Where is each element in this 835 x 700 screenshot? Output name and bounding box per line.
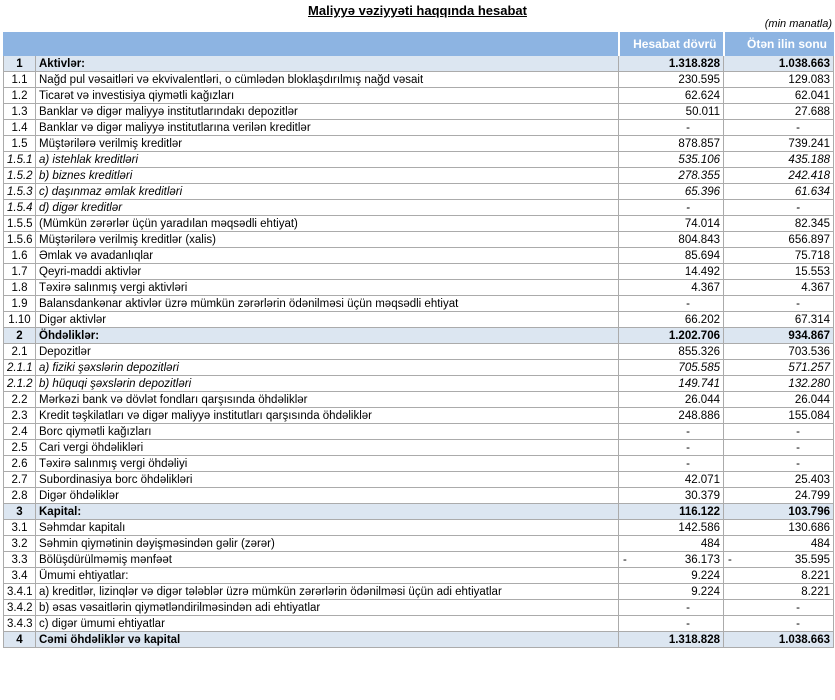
value-prior-year-end: 4.367 — [724, 280, 834, 296]
value-reporting-period: - — [619, 456, 724, 472]
row-label: c) digər ümumi ehtiyatlar — [36, 616, 619, 632]
table-row — [4, 488, 834, 504]
table-row — [4, 104, 834, 120]
row-number: 1.5.2 — [4, 168, 36, 184]
value-reporting-period: 878.857 — [619, 136, 724, 152]
value-prior-year-end: 24.799 — [724, 488, 834, 504]
row-number: 3.4.1 — [4, 584, 36, 600]
value-reporting-period: - — [619, 616, 724, 632]
row-number: 2.1.1 — [4, 360, 36, 376]
value-reporting-period: 535.106 — [619, 152, 724, 168]
row-number: 1.2 — [4, 88, 36, 104]
value-reporting-period: 9.224 — [619, 568, 724, 584]
table-row — [4, 424, 834, 440]
value-prior-year-end: 571.257 — [724, 360, 834, 376]
value-prior-year-end: 62.041 — [724, 88, 834, 104]
value-prior-year-end: 484 — [724, 536, 834, 552]
value-reporting-period: 74.014 — [619, 216, 724, 232]
table-row — [4, 440, 834, 456]
table-row — [4, 456, 834, 472]
value-prior-year-end: 75.718 — [724, 248, 834, 264]
value-prior-year-end: - — [724, 424, 834, 440]
row-number: 1.10 — [4, 312, 36, 328]
value-reporting-period: 1.318.828 — [619, 56, 724, 72]
row-label: Kapital: — [36, 504, 619, 520]
row-label: (Mümkün zərərlər üçün yaradılan məqsədli ehtiyat) — [36, 216, 619, 232]
negative-sign: - — [728, 553, 732, 566]
unit-note: (min manatla) — [764, 18, 832, 30]
page-title: Maliyyə vəziyyəti haqqında hesabat — [308, 3, 527, 18]
value-prior-year-end: - — [724, 296, 834, 312]
row-label: Digər öhdəliklər — [36, 488, 619, 504]
value-prior-year-end: 8.221 — [724, 568, 834, 584]
value-prior-year-end: - — [724, 120, 834, 136]
value-prior-year-end: 129.083 — [724, 72, 834, 88]
value-prior-year-end: 8.221 — [724, 584, 834, 600]
table-body — [4, 56, 834, 648]
row-label: b) biznes kreditləri — [36, 168, 619, 184]
table-row — [4, 376, 834, 392]
value-reporting-period: - — [619, 296, 724, 312]
value-reporting-period: - — [619, 440, 724, 456]
value-prior-year-end: 242.418 — [724, 168, 834, 184]
value-prior-year-end: 1.038.663 — [724, 632, 834, 648]
value-reporting-period: 26.044 — [619, 392, 724, 408]
value-reporting-period: 14.492 — [619, 264, 724, 280]
row-number: 2.4 — [4, 424, 36, 440]
value-prior-year-end: 25.403 — [724, 472, 834, 488]
row-label: d) digər kreditlər — [36, 200, 619, 216]
row-label: Cəmi öhdəliklər və kapital — [36, 632, 619, 648]
row-label: Cari vergi öhdəlikləri — [36, 440, 619, 456]
row-label: Səhmdar kapitalı — [36, 520, 619, 536]
value-prior-year-end: 155.084 — [724, 408, 834, 424]
row-label: b) hüquqi şəxslərin depozitləri — [36, 376, 619, 392]
table-header — [4, 33, 834, 56]
row-number: 1.4 — [4, 120, 36, 136]
table-row — [4, 552, 834, 568]
value-reporting-period: 855.326 — [619, 344, 724, 360]
row-number: 1.6 — [4, 248, 36, 264]
value-prior-year-end: 132.280 — [724, 376, 834, 392]
value-reporting-period: 1.202.706 — [619, 328, 724, 344]
value-prior-year-end: - — [724, 456, 834, 472]
value-reporting-period: 9.224 — [619, 584, 724, 600]
row-label: Səhmin qiymətinin dəyişməsindən gəlir (zərər) — [36, 536, 619, 552]
table-row — [4, 200, 834, 216]
table-row — [4, 88, 834, 104]
table-row — [4, 568, 834, 584]
value-reporting-period: 4.367 — [619, 280, 724, 296]
table-row — [4, 632, 834, 648]
value-reporting-period: 50.011 — [619, 104, 724, 120]
value-reporting-period: 85.694 — [619, 248, 724, 264]
table-header-row — [4, 33, 834, 56]
row-number: 3.2 — [4, 536, 36, 552]
row-number: 1.5.4 — [4, 200, 36, 216]
row-number: 2.2 — [4, 392, 36, 408]
row-number: 1.1 — [4, 72, 36, 88]
value-reporting-period: 30.379 — [619, 488, 724, 504]
table-row — [4, 392, 834, 408]
table-row — [4, 360, 834, 376]
value-prior-year-end: 435.188 — [724, 152, 834, 168]
financial-position-table — [3, 32, 834, 648]
row-label: Depozitlər — [36, 344, 619, 360]
table-row — [4, 600, 834, 616]
value-prior-year-end: - — [724, 200, 834, 216]
value-reporting-period: 804.843 — [619, 232, 724, 248]
row-label: c) daşınmaz əmlak kreditləri — [36, 184, 619, 200]
row-number: 1.5.3 — [4, 184, 36, 200]
value-prior-year-end: 103.796 — [724, 504, 834, 520]
table-row — [4, 264, 834, 280]
negative-sign: - — [623, 553, 627, 566]
value-reporting-period: 705.585 — [619, 360, 724, 376]
value-prior-year-end: - — [724, 616, 834, 632]
value-reporting-period: 1.318.828 — [619, 632, 724, 648]
row-label: Əmlak və avadanlıqlar — [36, 248, 619, 264]
row-label: Öhdəliklər: — [36, 328, 619, 344]
table-row — [4, 168, 834, 184]
row-number: 1.3 — [4, 104, 36, 120]
table-row — [4, 136, 834, 152]
value-reporting-period: - 36.173 — [619, 552, 724, 568]
table-row — [4, 248, 834, 264]
value-reporting-period: 248.886 — [619, 408, 724, 424]
row-label: Aktivlər: — [36, 56, 619, 72]
row-number: 1.9 — [4, 296, 36, 312]
value-reporting-period: - — [619, 120, 724, 136]
value-prior-year-end: - — [724, 440, 834, 456]
row-label: Ümumi ehtiyatlar: — [36, 568, 619, 584]
value-prior-year-end: 15.553 — [724, 264, 834, 280]
value-prior-year-end: 703.536 — [724, 344, 834, 360]
row-number: 2.1.2 — [4, 376, 36, 392]
value-reporting-period: 142.586 — [619, 520, 724, 536]
value-reporting-period: - — [619, 600, 724, 616]
row-label: Müştərilərə verilmiş kreditlər — [36, 136, 619, 152]
row-number: 2.1 — [4, 344, 36, 360]
row-number: 2 — [4, 328, 36, 344]
value-reporting-period: 65.396 — [619, 184, 724, 200]
table-row — [4, 472, 834, 488]
row-number: 3.4 — [4, 568, 36, 584]
row-number: 2.8 — [4, 488, 36, 504]
row-label: Digər aktivlər — [36, 312, 619, 328]
table-row — [4, 280, 834, 296]
value-prior-year-end: 26.044 — [724, 392, 834, 408]
value-reporting-period: - — [619, 424, 724, 440]
row-number: 1.7 — [4, 264, 36, 280]
row-number: 3.4.2 — [4, 600, 36, 616]
row-number: 2.3 — [4, 408, 36, 424]
header-prior-year-end: Ötən ilin sonu — [724, 33, 834, 56]
row-number: 2.6 — [4, 456, 36, 472]
row-label: Müştərilərə verilmiş kreditlər (xalis) — [36, 232, 619, 248]
row-number: 3 — [4, 504, 36, 520]
row-number: 1.8 — [4, 280, 36, 296]
row-number: 1 — [4, 56, 36, 72]
value-reporting-period: 484 — [619, 536, 724, 552]
table-row — [4, 296, 834, 312]
table-row — [4, 232, 834, 248]
table-row — [4, 72, 834, 88]
value-reporting-period: 62.624 — [619, 88, 724, 104]
value-prior-year-end: 61.634 — [724, 184, 834, 200]
value-reporting-period: 230.595 — [619, 72, 724, 88]
value-reporting-period: 42.071 — [619, 472, 724, 488]
row-label: a) istehlak kreditləri — [36, 152, 619, 168]
table-row — [4, 120, 834, 136]
value-prior-year-end: - — [724, 600, 834, 616]
value-prior-year-end: 1.038.663 — [724, 56, 834, 72]
row-number: 3.4.3 — [4, 616, 36, 632]
table-row — [4, 616, 834, 632]
table-row — [4, 216, 834, 232]
row-label: Qeyri-maddi aktivlər — [36, 264, 619, 280]
row-label: Kredit təşkilatları və digər maliyyə institutları qarşısında öhdəliklər — [36, 408, 619, 424]
row-number: 1.5 — [4, 136, 36, 152]
row-label: b) əsas vəsaitlərin qiymətləndirilməsindən adi ehtiyatlar — [36, 600, 619, 616]
row-label: Təxirə salınmış vergi aktivləri — [36, 280, 619, 296]
row-label: Ticarət və investisiya qiymətli kağızları — [36, 88, 619, 104]
value-reporting-period: 149.741 — [619, 376, 724, 392]
row-label: Borc qiymətli kağızları — [36, 424, 619, 440]
row-label: Banklar və digər maliyyə institutlarındakı depozitlər — [36, 104, 619, 120]
row-number: 1.5.6 — [4, 232, 36, 248]
row-label: a) kreditlər, lizinqlər və digər tələblər üzrə mümkün zərərlərin ödənilməsi üçün adi ehtiyatlar — [36, 584, 619, 600]
row-label: Mərkəzi bank və dövlət fondları qarşısında öhdəliklər — [36, 392, 619, 408]
value-prior-year-end: 130.686 — [724, 520, 834, 536]
header-row-number — [4, 33, 36, 56]
table-row — [4, 584, 834, 600]
value-prior-year-end: 67.314 — [724, 312, 834, 328]
row-label: Nağd pul vəsaitləri və ekvivalentləri, o cümlədən bloklaşdırılmış nağd vəsait — [36, 72, 619, 88]
row-label: Təxirə salınmış vergi öhdəliyi — [36, 456, 619, 472]
table-row — [4, 184, 834, 200]
row-number: 3.1 — [4, 520, 36, 536]
table-row — [4, 344, 834, 360]
table-row — [4, 328, 834, 344]
value-prior-year-end: 27.688 — [724, 104, 834, 120]
table-row — [4, 408, 834, 424]
row-number: 2.7 — [4, 472, 36, 488]
table-row — [4, 152, 834, 168]
row-number: 1.5.1 — [4, 152, 36, 168]
value-prior-year-end: - 35.595 — [724, 552, 834, 568]
row-label: Bölüşdürülməmiş mənfəət — [36, 552, 619, 568]
row-number: 3.3 — [4, 552, 36, 568]
value-prior-year-end: 739.241 — [724, 136, 834, 152]
value-prior-year-end: 656.897 — [724, 232, 834, 248]
row-number: 1.5.5 — [4, 216, 36, 232]
table-row — [4, 56, 834, 72]
value-reporting-period: 116.122 — [619, 504, 724, 520]
value-prior-year-end: 82.345 — [724, 216, 834, 232]
row-label: Subordinasiya borc öhdəlikləri — [36, 472, 619, 488]
row-label: Banklar və digər maliyyə institutlarına verilən kreditlər — [36, 120, 619, 136]
table-row — [4, 520, 834, 536]
header-reporting-period: Hesabat dövrü — [619, 33, 724, 56]
row-number: 2.5 — [4, 440, 36, 456]
row-label: a) fiziki şəxslərin depozitləri — [36, 360, 619, 376]
value-prior-year-end: 934.867 — [724, 328, 834, 344]
row-label: Balansdankənar aktivlər üzrə mümkün zərərlərin ödənilməsi üçün məqsədli ehtiyat — [36, 296, 619, 312]
row-number: 4 — [4, 632, 36, 648]
value-reporting-period: 66.202 — [619, 312, 724, 328]
table-row — [4, 536, 834, 552]
value-reporting-period: - — [619, 200, 724, 216]
value-reporting-period: 278.355 — [619, 168, 724, 184]
table-row — [4, 504, 834, 520]
table-row — [4, 312, 834, 328]
header-description — [36, 33, 619, 56]
